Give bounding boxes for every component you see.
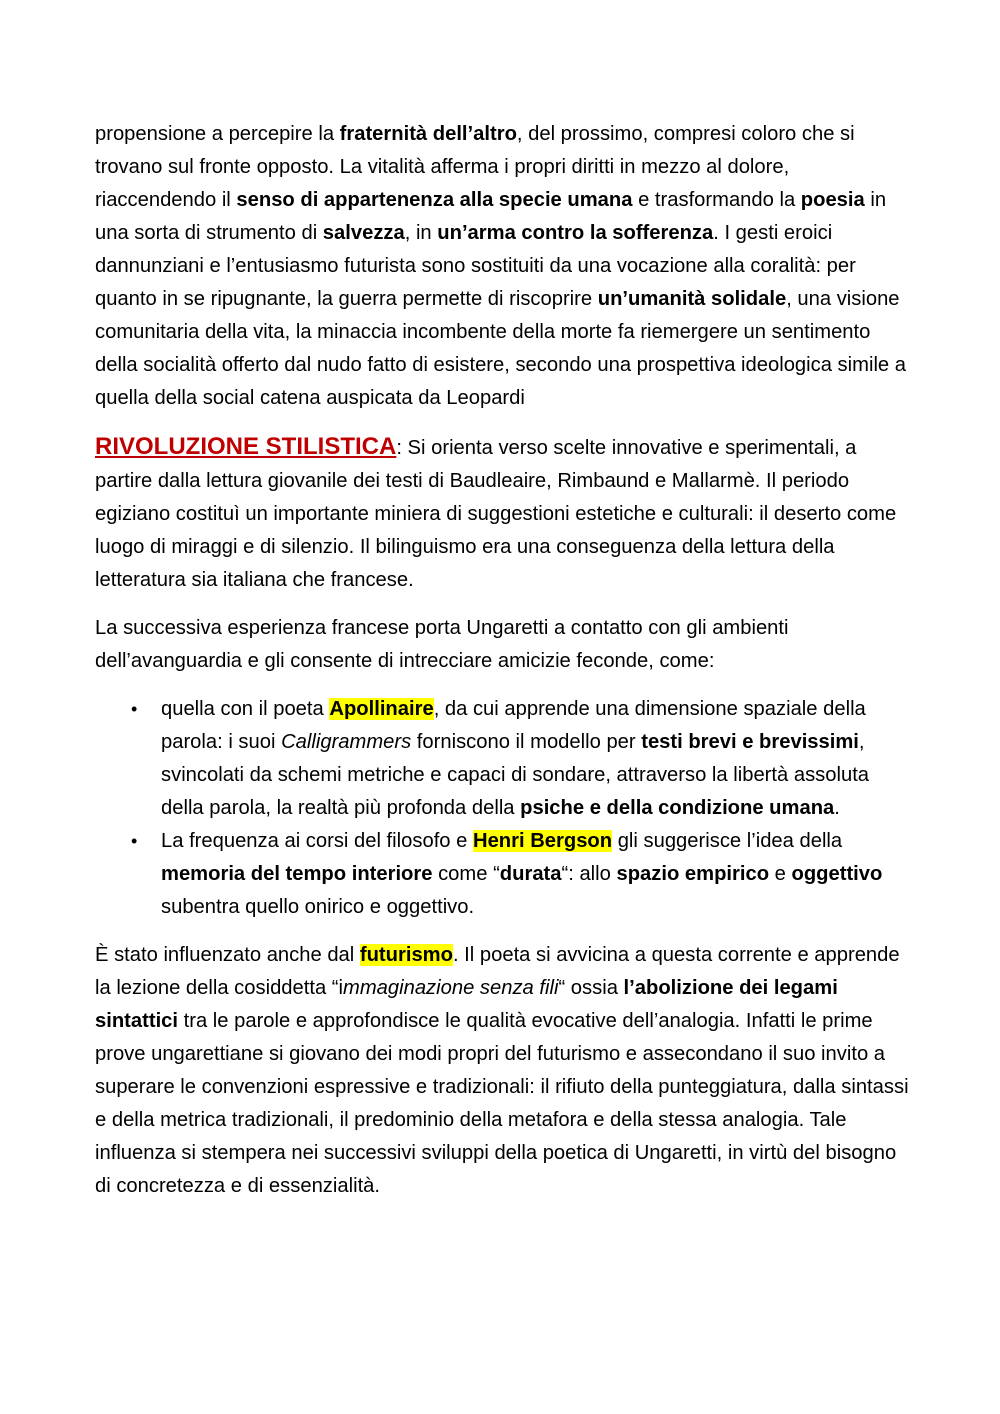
text-run: , in xyxy=(404,222,438,244)
text-run: e trasformando la xyxy=(632,189,801,211)
bullet-icon: • xyxy=(131,831,138,851)
highlight-run: futurismo xyxy=(359,944,453,966)
rivoluzione-paragraph xyxy=(95,430,910,597)
bold-run: durata xyxy=(499,863,562,885)
bold-run: senso di appartenenza alla specie umana xyxy=(236,189,633,211)
italic-run: Calligrammers xyxy=(281,731,412,753)
section-title: RIVOLUZIONE STILISTICA xyxy=(95,433,397,460)
document-page xyxy=(95,118,910,1203)
bold-run: l’abolizione dei legami sintattici xyxy=(95,977,838,1032)
bold-run: un’umanità solidale xyxy=(597,288,787,310)
text-run: subentra quello onirico e oggettivo. xyxy=(161,896,475,918)
bold-run: psiche e della condizione umana xyxy=(520,797,835,819)
text-run: . xyxy=(834,797,840,819)
text-run: La frequenza ai corsi del filosofo e xyxy=(161,830,473,852)
text-run: in una sorta di strumento di xyxy=(95,189,887,244)
futurismo-paragraph xyxy=(95,939,910,1203)
bullet-icon: • xyxy=(131,699,138,719)
text-run: , da cui apprende una dimensione spaziale della parola: i suoi xyxy=(161,698,866,753)
text-run: . I gesti eroici dannunziani e l’entusiasmo futurista sono sostituiti da una vocazione alla coralità: per quanto in se ripugnante, la guerra permette di riscoprire xyxy=(95,222,856,310)
bullet-list xyxy=(95,693,910,924)
text-run: È stato influenzato anche dal xyxy=(95,944,360,966)
highlight-run: Henri Bergson xyxy=(472,830,613,852)
bold-run: poesia xyxy=(800,189,865,211)
text-run: gli suggerisce l’idea della xyxy=(612,830,843,852)
bold-run: oggettivo xyxy=(791,863,883,885)
bold-run: salvezza xyxy=(322,222,405,244)
text-run: e xyxy=(769,863,792,885)
text-run: forniscono il modello per xyxy=(411,731,642,753)
bold-run: memoria del tempo interiore xyxy=(161,863,433,885)
list-item xyxy=(131,825,910,924)
text-run: , una visione comunitaria della vita, la minaccia incombente della morte fa riemergere un sentimento della socialità offerto dal nudo fatto di esistere, secondo una prospettiva ideologica simile a quella della social catena auspicata da Leopardi xyxy=(95,288,906,409)
intro-paragraph xyxy=(95,118,910,415)
text-run: quella con il poeta xyxy=(161,698,330,720)
text-run: “ ossia xyxy=(558,977,624,999)
text-run: propensione a percepire la xyxy=(95,123,340,145)
esperienza-paragraph: La successiva esperienza francese porta Ungaretti a contatto con gli ambienti dell’avanguardia e gli consente di intrecciare amicizie feconde, come: xyxy=(95,617,789,672)
text-run: tra le parole e approfondisce le qualità evocative dell’analogia. Infatti le prime prove ungarettiane si giovano dei modi propri del futurismo e assecondano il suo invito a superare le convenzioni espressive e tradizionali: il rifiuto della punteggiatura, dalla sintassi e della metrica tradizionali, il predominio della metafora e della stessa analogia. Tale influenza si stempera nei successivi sviluppi della poetica di Ungaretti, in virtù del bisogno di concretezza e di essenzialità. xyxy=(95,1010,909,1197)
list-item xyxy=(131,693,910,825)
text-run: : Si orienta verso scelte innovative e sperimentali, a partire dalla lettura giovanile dei testi di Baudleaire, Rimbaund e Mallarmè. Il periodo egiziano costituì un importante miniera di suggestioni estetiche e culturali: il deserto come luogo di miraggi e di silenzio. Il bilinguismo era una conseguenza della lettura della letteratura sia italiana che francese. xyxy=(95,437,897,591)
text-run: , svincolati da schemi metriche e capaci di sondare, attraverso la libertà assoluta della parola, la realtà più profonda della xyxy=(161,731,870,819)
bold-run: un’arma contro la sofferenza xyxy=(437,222,714,244)
bold-run: spazio empirico xyxy=(616,863,770,885)
highlight-run: Apollinaire xyxy=(329,698,434,720)
bold-run: fraternità dell’altro xyxy=(339,123,517,145)
text-run: , del prossimo, compresi coloro che si trovano sul fronte opposto. La vitalità afferma i propri diritti in mezzo al dolore, riaccendendo il xyxy=(95,123,855,211)
text-run: come “ xyxy=(432,863,500,885)
text-run: . Il poeta si avvicina a questa corrente e apprende la lezione della cosiddetta “i xyxy=(95,944,900,999)
text-run: “: allo xyxy=(561,863,617,885)
bold-run: testi brevi e brevissimi xyxy=(641,731,859,753)
italic-run: mmaginazione senza fili xyxy=(343,977,559,999)
